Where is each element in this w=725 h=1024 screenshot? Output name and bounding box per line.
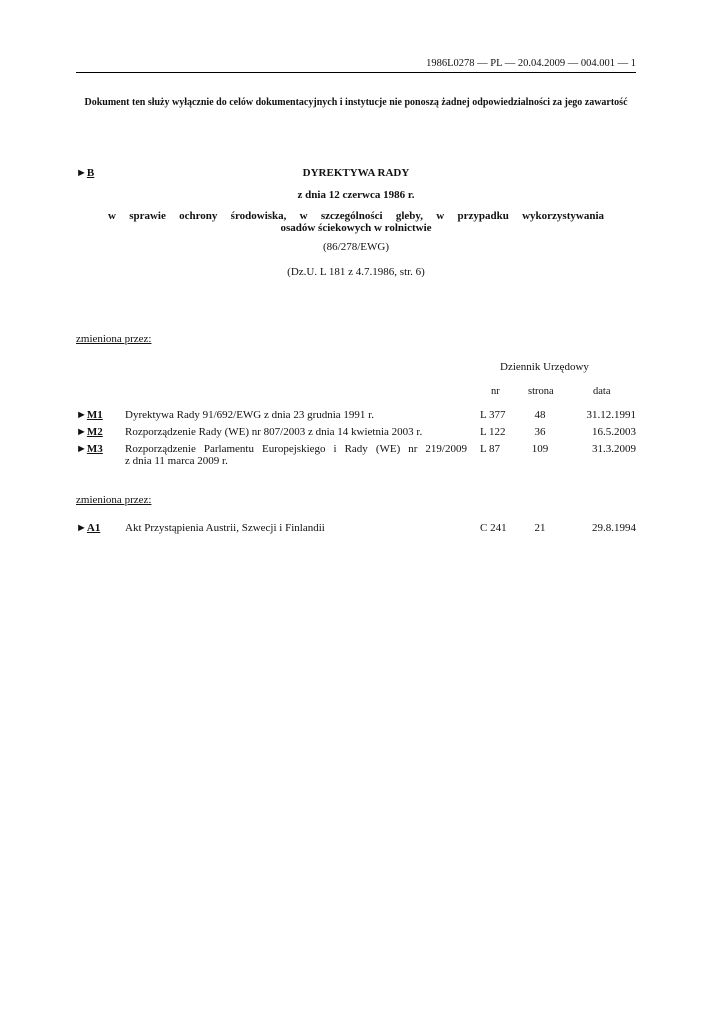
amendment-marker[interactable] [76, 443, 103, 455]
document-date: z dnia 12 czerwca 1986 r. [297, 189, 415, 201]
amendment-page: 36 [534, 426, 546, 438]
marker-code[interactable]: B [86, 167, 95, 179]
amendment-marker[interactable] [76, 409, 103, 421]
act-date: 29.8.1994 [592, 522, 636, 534]
amendment-description: Rozporządzenie Rady (WE) nr 807/2003 z dnia 14 kwietnia 2003 r. [125, 426, 423, 438]
amendment-page: 48 [534, 409, 546, 421]
act-marker[interactable] [76, 522, 100, 534]
amendment-date: 31.12.1991 [586, 409, 636, 421]
subject-line-2: osadów ściekowych w rolnictwie [280, 222, 432, 234]
act-description: Akt Przystąpienia Austrii, Szwecji i Finlandii [125, 522, 325, 534]
amendment-oj-number: L 377 [480, 409, 506, 421]
official-journal-reference: (Dz.U. L 181 z 4.7.1986, str. 6) [287, 266, 425, 278]
marker-arrow-icon: ► [76, 426, 87, 438]
amendment-code[interactable]: M3 [86, 443, 103, 455]
amendment-date: 31.3.2009 [592, 443, 636, 455]
marker-arrow-icon: ► [76, 409, 87, 421]
document-subject [108, 210, 604, 234]
act-code[interactable]: A1 [86, 522, 101, 534]
marker-arrow-icon: ► [76, 443, 87, 455]
amendment-page: 109 [531, 443, 549, 455]
disclaimer-text: Dokument ten służy wyłącznie do celów dokumentacyjnych i instytucje nie ponoszą żadnej odpowiedzialności za jego zawartość [84, 97, 628, 108]
amendment-description-line-2: z dnia 11 marca 2009 r. [125, 455, 228, 467]
column-header-nr: nr [491, 386, 500, 397]
marker-arrow-icon: ► [76, 522, 87, 534]
column-header-page: strona [528, 386, 554, 397]
amendment-description [125, 443, 467, 467]
amendment-description-line-1: Rozporządzenie Parlamentu Europejskiego i Rady (WE) nr 219/2009 [125, 443, 467, 455]
amended-by-label-2: zmieniona przez: [76, 494, 152, 506]
amended-by-label: zmieniona przez: [76, 333, 152, 345]
amendment-date: 16.5.2003 [592, 426, 636, 438]
marker-arrow-icon: ► [76, 167, 87, 179]
amendment-oj-number: L 87 [480, 443, 501, 455]
amendment-oj-number: L 122 [480, 426, 506, 438]
act-page: 21 [534, 522, 546, 534]
act-oj-number: C 241 [480, 522, 507, 534]
subject-line-1: w sprawie ochrony środowiska, w szczególności gleby, w przypadku wykorzystywania [108, 210, 604, 222]
document-title: DYREKTYWA RADY [302, 167, 410, 179]
document-number: (86/278/EWG) [323, 241, 389, 253]
header-divider [76, 72, 636, 73]
journal-heading: Dziennik Urzędowy [500, 361, 589, 373]
amendment-marker[interactable] [76, 426, 103, 438]
amendment-code[interactable]: M1 [86, 409, 103, 421]
amendment-code[interactable]: M2 [86, 426, 103, 438]
column-header-date: data [593, 386, 611, 397]
document-reference-header: 1986L0278 — PL — 20.04.2009 — 004.001 — 1 [426, 58, 636, 69]
amendment-description: Dyrektywa Rady 91/692/EWG z dnia 23 grudnia 1991 r. [125, 409, 374, 421]
